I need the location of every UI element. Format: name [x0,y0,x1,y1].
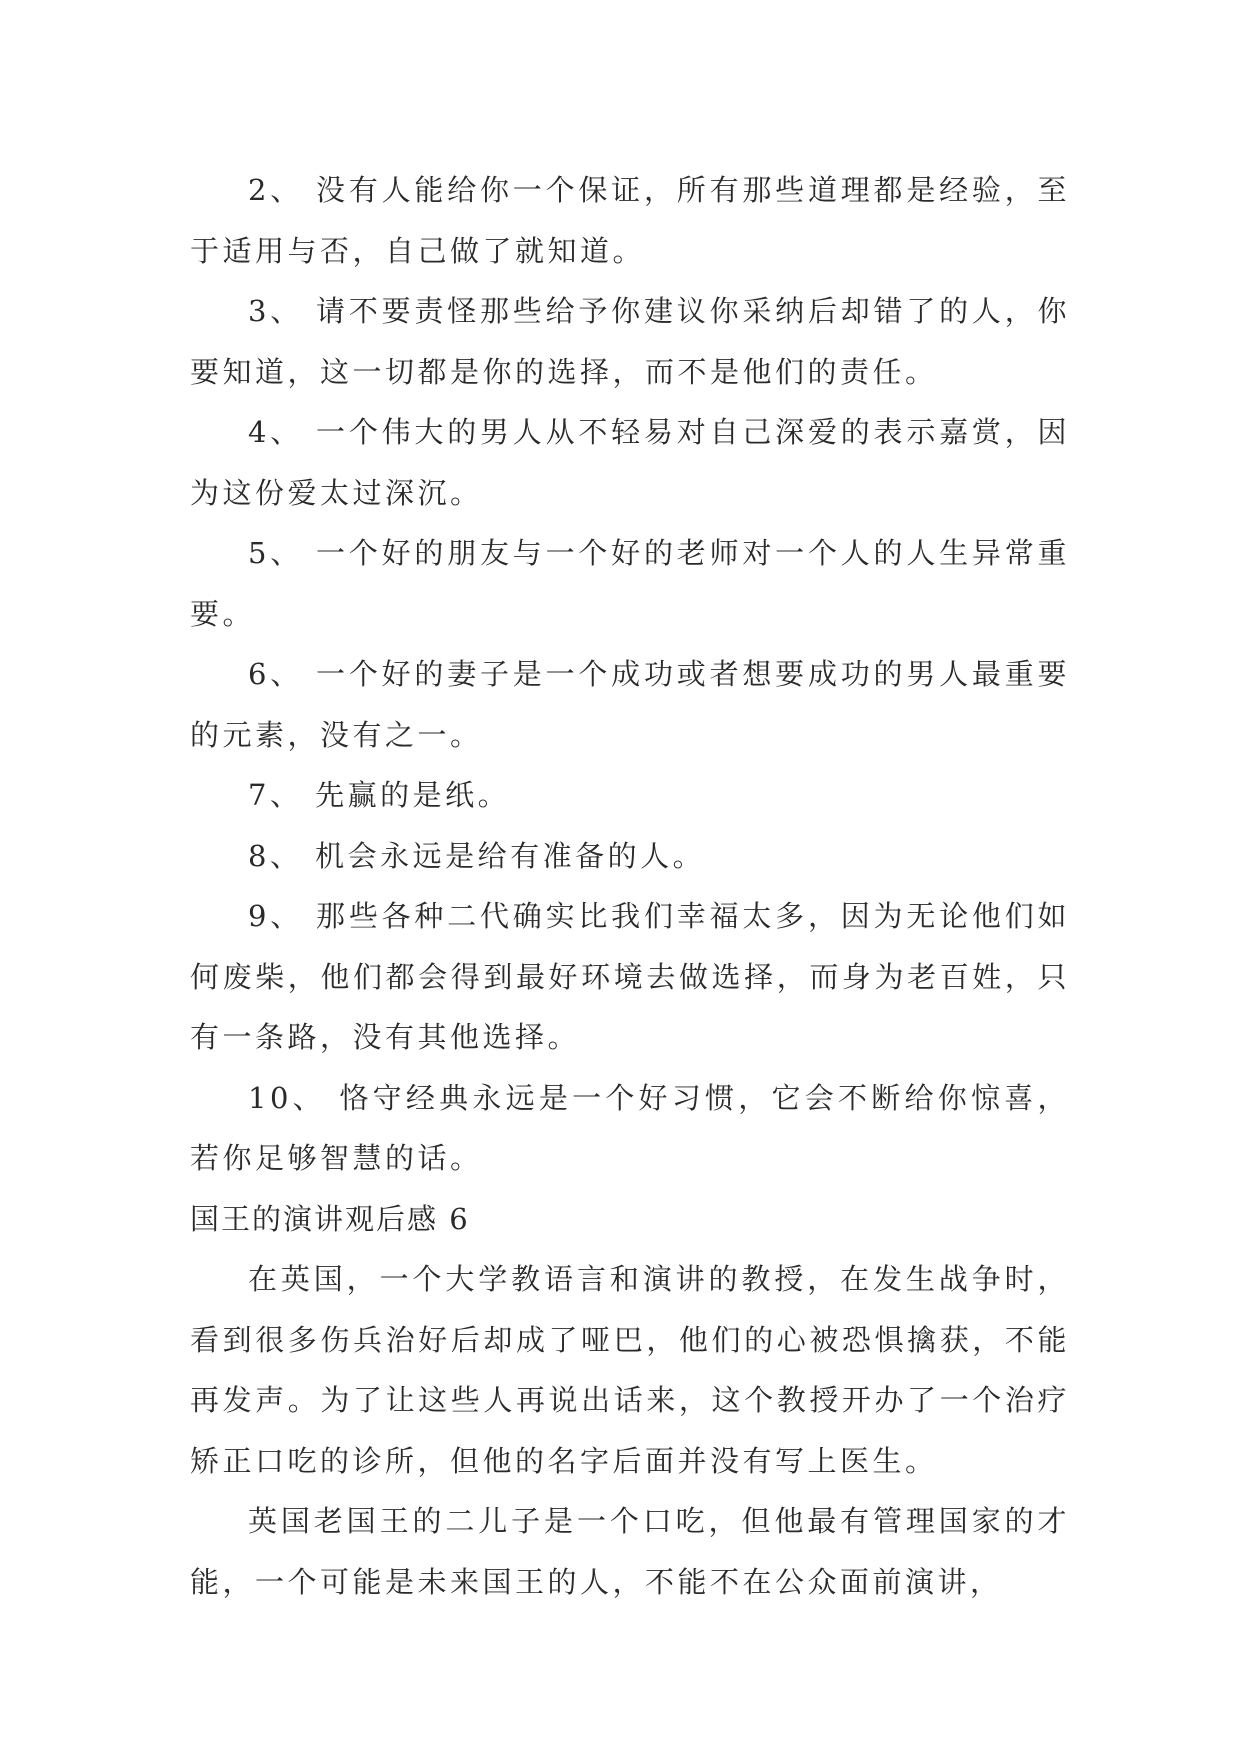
document-body [190,160,1070,1612]
list-item: 5、 一个好的朋友与一个好的老师对一个人的人生异常重要。 [190,536,1070,631]
list-item: 6、 一个好的妻子是一个成功或者想要成功的男人最重要的元素，没有之一。 [190,657,1070,752]
section-title: 国王的演讲观后感 6 [190,1201,470,1236]
list-item: 4、 一个伟大的男人从不轻易对自己深爱的表示嘉赏，因为这份爱太过深沉。 [190,415,1070,510]
body-paragraph: 在英国，一个大学教语言和演讲的教授，在发生战争时，看到很多伤兵治好后却成了哑巴，他们的心被恐惧擒获，不能再发声。为了让这些人再说出话来，这个教授开办了一个治疗矫正口吃的诊所，但他的名字后面并没有写上医生。 [190,1262,1070,1478]
list-item: 10、 恪守经典永远是一个好习惯，它会不断给你惊喜，若你足够智慧的话。 [190,1080,1070,1175]
list-item: 7、 先赢的是纸。 [248,778,511,812]
body-paragraph: 英国老国王的二儿子是一个口吃，但他最有管理国家的才能，一个可能是未来国王的人，不能不在公众面前演讲， [190,1504,1070,1599]
list-item: 8、 机会永远是给有准备的人。 [248,838,706,873]
list-item: 9、 那些各种二代确实比我们幸福太多，因为无论他们如何废柴，他们都会得到最好环境去做选择，而身为老百姓，只有一条路，没有其他选择。 [190,899,1070,1054]
list-item: 3、 请不要责怪那些给予你建议你采纳后却错了的人，你要知道，这一切都是你的选择，而不是他们的责任。 [190,294,1070,389]
list-item: 2、 没有人能给你一个保证，所有那些道理都是经验，至于适用与否，自己做了就知道。 [190,173,1070,268]
